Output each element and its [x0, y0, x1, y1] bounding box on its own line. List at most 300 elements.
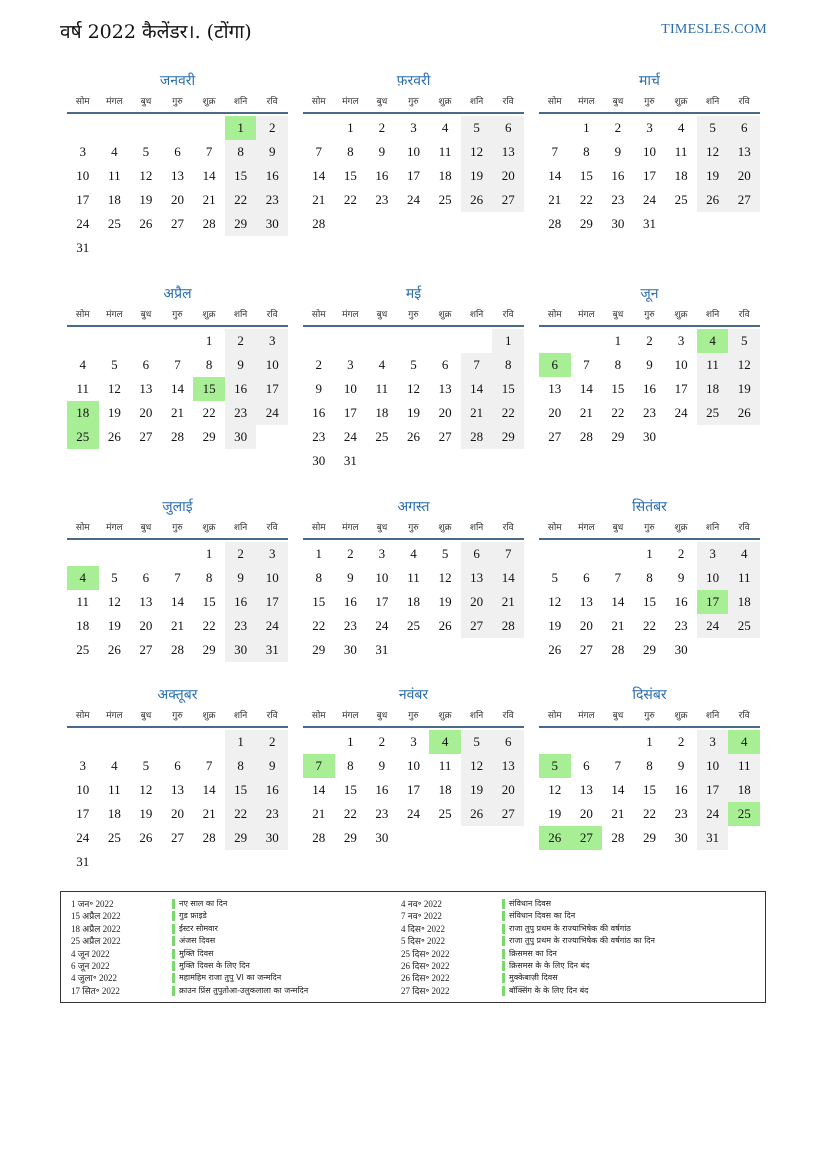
day-cell[interactable]: 21 — [492, 590, 524, 614]
day-cell[interactable]: 4 — [677, 120, 685, 135]
day-cell[interactable]: 4 — [111, 758, 118, 773]
day-cell[interactable]: 18 — [76, 618, 90, 633]
day-cell[interactable]: 5 — [410, 357, 417, 372]
day-cell[interactable]: 28 — [492, 614, 524, 638]
day-cell[interactable]: 1 — [646, 734, 653, 749]
day-cell[interactable]: 19 — [438, 594, 452, 609]
day-cell[interactable]: 10 — [76, 168, 90, 183]
day-cell[interactable]: 13 — [170, 168, 184, 183]
day-cell[interactable]: 12 — [139, 168, 153, 183]
day-cell[interactable]: 2 — [677, 546, 685, 561]
day-cell[interactable]: 23 — [312, 429, 326, 444]
day-cell[interactable]: 10 — [674, 357, 688, 372]
day-cell[interactable]: 11 — [438, 144, 452, 159]
day-cell[interactable]: 8 — [347, 758, 354, 773]
day-cell[interactable]: 29 — [611, 429, 625, 444]
day-cell[interactable]: 7 — [174, 357, 181, 372]
day-cell[interactable]: 3 — [378, 546, 386, 561]
day-cell[interactable]: 19 — [548, 806, 562, 821]
day-cell[interactable]: 14 — [202, 168, 216, 183]
day-cell[interactable]: 12 — [548, 594, 562, 609]
day-cell[interactable]: 13 — [139, 594, 153, 609]
day-cell[interactable]: 30 — [611, 216, 625, 231]
day-cell[interactable]: 10 — [343, 381, 357, 396]
day-cell[interactable]: 23 — [225, 401, 257, 425]
day-cell[interactable]: 17 — [256, 590, 288, 614]
day-cell[interactable]: 25 — [674, 192, 688, 207]
day-cell[interactable]: 21 — [312, 192, 326, 207]
day-cell[interactable]: 2 — [677, 734, 685, 749]
day-cell[interactable]: 31 — [256, 638, 288, 662]
day-cell[interactable]: 26 — [107, 642, 121, 657]
day-cell[interactable]: 3 — [256, 542, 288, 566]
day-cell[interactable]: 8 — [347, 144, 354, 159]
day-cell[interactable]: 4 — [728, 542, 760, 566]
day-cell-holiday[interactable]: 1 — [225, 116, 257, 140]
day-cell[interactable]: 9 — [347, 570, 354, 585]
day-cell[interactable]: 27 — [492, 802, 524, 826]
day-cell[interactable]: 24 — [406, 806, 420, 821]
day-cell[interactable]: 10 — [697, 566, 729, 590]
day-cell[interactable]: 26 — [461, 188, 493, 212]
day-cell[interactable]: 11 — [728, 566, 760, 590]
day-cell[interactable]: 28 — [170, 429, 184, 444]
day-cell[interactable]: 22 — [225, 188, 257, 212]
day-cell[interactable]: 31 — [76, 240, 90, 255]
day-cell[interactable]: 20 — [728, 164, 760, 188]
day-cell[interactable]: 29 — [202, 642, 216, 657]
day-cell[interactable]: 4 — [441, 120, 449, 135]
day-cell[interactable]: 21 — [170, 405, 184, 420]
day-cell[interactable]: 15 — [642, 594, 656, 609]
day-cell[interactable]: 16 — [375, 782, 389, 797]
day-cell[interactable]: 9 — [225, 353, 257, 377]
day-cell[interactable]: 8 — [205, 570, 213, 585]
day-cell[interactable]: 30 — [375, 830, 389, 845]
day-cell[interactable]: 2 — [614, 120, 622, 135]
day-cell-holiday[interactable]: 4 — [429, 730, 461, 754]
day-cell[interactable]: 18 — [107, 806, 121, 821]
day-cell[interactable]: 16 — [256, 164, 288, 188]
day-cell[interactable]: 2 — [646, 333, 653, 348]
day-cell[interactable]: 28 — [548, 216, 562, 231]
day-cell[interactable]: 14 — [579, 381, 593, 396]
day-cell[interactable]: 9 — [225, 566, 257, 590]
day-cell[interactable]: 27 — [170, 216, 184, 231]
day-cell[interactable]: 22 — [492, 401, 524, 425]
day-cell[interactable]: 23 — [375, 192, 389, 207]
day-cell[interactable]: 25 — [107, 830, 121, 845]
day-cell[interactable]: 9 — [315, 381, 323, 396]
day-cell[interactable]: 29 — [202, 429, 216, 444]
day-cell[interactable]: 12 — [438, 570, 452, 585]
day-cell[interactable]: 23 — [375, 806, 389, 821]
day-cell[interactable]: 12 — [107, 594, 121, 609]
day-cell[interactable]: 27 — [170, 830, 184, 845]
day-cell[interactable]: 19 — [139, 192, 153, 207]
day-cell[interactable]: 8 — [225, 140, 257, 164]
day-cell[interactable]: 22 — [312, 618, 326, 633]
day-cell[interactable]: 19 — [406, 405, 420, 420]
day-cell[interactable]: 21 — [312, 806, 326, 821]
day-cell[interactable]: 2 — [225, 329, 257, 353]
day-cell[interactable]: 14 — [202, 782, 216, 797]
day-cell[interactable]: 6 — [583, 758, 590, 773]
day-cell[interactable]: 25 — [76, 642, 90, 657]
day-cell[interactable]: 8 — [583, 144, 590, 159]
day-cell[interactable]: 20 — [461, 590, 493, 614]
day-cell[interactable]: 3 — [79, 758, 87, 773]
day-cell[interactable]: 20 — [139, 618, 153, 633]
day-cell[interactable]: 26 — [548, 642, 562, 657]
day-cell[interactable]: 11 — [438, 758, 452, 773]
day-cell[interactable]: 7 — [315, 144, 323, 159]
day-cell[interactable]: 18 — [728, 590, 760, 614]
day-cell[interactable]: 23 — [225, 614, 257, 638]
day-cell[interactable]: 24 — [343, 429, 357, 444]
day-cell[interactable]: 14 — [312, 168, 326, 183]
day-cell[interactable]: 14 — [170, 381, 184, 396]
day-cell[interactable]: 10 — [256, 353, 288, 377]
day-cell[interactable]: 27 — [438, 429, 452, 444]
day-cell[interactable]: 4 — [410, 546, 417, 561]
day-cell[interactable]: 15 — [579, 168, 593, 183]
day-cell[interactable]: 13 — [579, 594, 593, 609]
day-cell[interactable]: 12 — [107, 381, 121, 396]
day-cell[interactable]: 25 — [107, 216, 121, 231]
day-cell[interactable]: 1 — [347, 120, 354, 135]
day-cell[interactable]: 21 — [579, 405, 593, 420]
day-cell[interactable]: 1 — [492, 329, 524, 353]
day-cell[interactable]: 19 — [548, 618, 562, 633]
day-cell[interactable]: 30 — [256, 212, 288, 236]
day-cell[interactable]: 13 — [492, 754, 524, 778]
day-cell[interactable]: 15 — [312, 594, 326, 609]
day-cell-holiday[interactable]: 15 — [193, 377, 225, 401]
day-cell[interactable]: 30 — [343, 642, 357, 657]
day-cell[interactable]: 5 — [551, 570, 559, 585]
day-cell[interactable]: 12 — [461, 140, 493, 164]
day-cell[interactable]: 22 — [202, 405, 216, 420]
day-cell[interactable]: 5 — [461, 116, 493, 140]
day-cell[interactable]: 6 — [142, 357, 150, 372]
day-cell[interactable]: 12 — [139, 782, 153, 797]
day-cell[interactable]: 6 — [492, 730, 524, 754]
day-cell[interactable]: 26 — [697, 188, 729, 212]
day-cell[interactable]: 4 — [79, 357, 87, 372]
day-cell[interactable]: 11 — [76, 381, 90, 396]
day-cell[interactable]: 21 — [611, 806, 625, 821]
day-cell[interactable]: 17 — [76, 806, 90, 821]
day-cell[interactable]: 28 — [611, 830, 625, 845]
day-cell[interactable]: 9 — [256, 754, 288, 778]
day-cell[interactable]: 18 — [728, 778, 760, 802]
day-cell[interactable]: 18 — [697, 377, 729, 401]
day-cell[interactable]: 10 — [697, 754, 729, 778]
day-cell[interactable]: 11 — [108, 168, 121, 183]
day-cell[interactable]: 22 — [343, 806, 357, 821]
day-cell[interactable]: 7 — [205, 758, 213, 773]
day-cell[interactable]: 31 — [76, 854, 90, 869]
day-cell[interactable]: 29 — [642, 830, 656, 845]
day-cell[interactable]: 15 — [202, 594, 216, 609]
day-cell[interactable]: 31 — [375, 642, 389, 657]
day-cell[interactable]: 16 — [256, 778, 288, 802]
day-cell[interactable]: 7 — [492, 542, 524, 566]
day-cell[interactable]: 17 — [343, 405, 357, 420]
day-cell[interactable]: 12 — [406, 381, 420, 396]
day-cell[interactable]: 19 — [107, 618, 121, 633]
day-cell[interactable]: 2 — [378, 120, 386, 135]
day-cell[interactable]: 31 — [343, 453, 357, 468]
day-cell[interactable]: 28 — [202, 216, 216, 231]
day-cell[interactable]: 21 — [548, 192, 562, 207]
day-cell[interactable]: 14 — [548, 168, 562, 183]
day-cell[interactable]: 29 — [225, 826, 257, 850]
day-cell[interactable]: 6 — [174, 758, 181, 773]
day-cell[interactable]: 15 — [343, 782, 357, 797]
day-cell[interactable]: 13 — [139, 381, 153, 396]
day-cell[interactable]: 19 — [461, 164, 493, 188]
day-cell[interactable]: 24 — [256, 614, 288, 638]
day-cell[interactable]: 13 — [438, 381, 452, 396]
day-cell[interactable]: 14 — [611, 594, 625, 609]
day-cell[interactable]: 30 — [256, 826, 288, 850]
day-cell[interactable]: 8 — [492, 353, 524, 377]
day-cell[interactable]: 24 — [76, 216, 90, 231]
day-cell[interactable]: 6 — [583, 570, 590, 585]
day-cell[interactable]: 22 — [202, 618, 216, 633]
day-cell-holiday[interactable]: 4 — [67, 566, 99, 590]
day-cell[interactable]: 29 — [225, 212, 257, 236]
day-cell[interactable]: 1 — [614, 333, 622, 348]
day-cell[interactable]: 3 — [256, 329, 288, 353]
site-link[interactable]: TIMESLES.COM — [661, 22, 767, 37]
day-cell[interactable]: 22 — [343, 192, 357, 207]
day-cell[interactable]: 15 — [225, 778, 257, 802]
day-cell[interactable]: 22 — [225, 802, 257, 826]
day-cell[interactable]: 17 — [674, 381, 688, 396]
day-cell[interactable]: 16 — [642, 381, 656, 396]
day-cell[interactable]: 8 — [205, 357, 213, 372]
day-cell[interactable]: 23 — [674, 806, 688, 821]
day-cell[interactable]: 11 — [674, 144, 688, 159]
day-cell[interactable]: 30 — [674, 830, 688, 845]
day-cell[interactable]: 6 — [174, 144, 181, 159]
day-cell[interactable]: 28 — [312, 216, 326, 231]
day-cell[interactable]: 30 — [312, 453, 326, 468]
day-cell[interactable]: 7 — [551, 144, 559, 159]
day-cell[interactable]: 1 — [225, 730, 257, 754]
day-cell[interactable]: 18 — [674, 168, 688, 183]
day-cell[interactable]: 25 — [438, 806, 452, 821]
day-cell[interactable]: 2 — [315, 357, 323, 372]
day-cell[interactable]: 19 — [107, 405, 121, 420]
day-cell[interactable]: 27 — [461, 614, 493, 638]
day-cell[interactable]: 16 — [312, 405, 326, 420]
day-cell[interactable]: 17 — [256, 377, 288, 401]
day-cell-holiday[interactable]: 25 — [728, 802, 760, 826]
day-cell[interactable]: 29 — [492, 425, 524, 449]
day-cell[interactable]: 26 — [139, 830, 153, 845]
day-cell[interactable]: 15 — [343, 168, 357, 183]
day-cell[interactable]: 22 — [579, 192, 593, 207]
day-cell-holiday[interactable]: 18 — [67, 401, 99, 425]
day-cell[interactable]: 16 — [343, 594, 357, 609]
day-cell[interactable]: 27 — [492, 188, 524, 212]
day-cell[interactable]: 19 — [461, 778, 493, 802]
day-cell[interactable]: 20 — [548, 405, 562, 420]
day-cell[interactable]: 13 — [728, 140, 760, 164]
day-cell[interactable]: 10 — [642, 144, 656, 159]
day-cell[interactable]: 20 — [492, 778, 524, 802]
day-cell[interactable]: 16 — [611, 168, 625, 183]
day-cell[interactable]: 22 — [611, 405, 625, 420]
day-cell[interactable]: 28 — [202, 830, 216, 845]
day-cell[interactable]: 4 — [378, 357, 386, 372]
day-cell[interactable]: 18 — [375, 405, 389, 420]
day-cell-holiday[interactable]: 4 — [697, 329, 729, 353]
day-cell[interactable]: 20 — [170, 806, 184, 821]
day-cell[interactable]: 1 — [205, 333, 213, 348]
day-cell[interactable]: 8 — [315, 570, 323, 585]
day-cell-holiday[interactable]: 7 — [303, 754, 335, 778]
day-cell[interactable]: 4 — [111, 144, 118, 159]
day-cell[interactable]: 7 — [614, 758, 622, 773]
day-cell[interactable]: 9 — [378, 144, 386, 159]
day-cell[interactable]: 24 — [642, 192, 656, 207]
day-cell[interactable]: 9 — [646, 357, 653, 372]
day-cell[interactable]: 28 — [170, 642, 184, 657]
day-cell[interactable]: 18 — [406, 594, 420, 609]
day-cell[interactable]: 29 — [343, 830, 357, 845]
day-cell[interactable]: 5 — [441, 546, 449, 561]
day-cell[interactable]: 20 — [579, 806, 593, 821]
day-cell[interactable]: 7 — [174, 570, 181, 585]
day-cell[interactable]: 5 — [111, 570, 118, 585]
day-cell[interactable]: 27 — [728, 188, 760, 212]
day-cell[interactable]: 9 — [614, 144, 622, 159]
day-cell-holiday[interactable]: 26 — [539, 826, 571, 850]
day-cell[interactable]: 13 — [170, 782, 184, 797]
day-cell[interactable]: 21 — [611, 618, 625, 633]
day-cell[interactable]: 26 — [728, 401, 760, 425]
day-cell[interactable]: 24 — [697, 802, 729, 826]
day-cell[interactable]: 26 — [438, 618, 452, 633]
day-cell[interactable]: 2 — [256, 116, 288, 140]
day-cell[interactable]: 15 — [225, 164, 257, 188]
day-cell[interactable]: 30 — [674, 642, 688, 657]
day-cell[interactable]: 27 — [548, 429, 562, 444]
day-cell[interactable]: 17 — [697, 778, 729, 802]
day-cell-holiday[interactable]: 5 — [539, 754, 571, 778]
day-cell[interactable]: 14 — [170, 594, 184, 609]
day-cell[interactable]: 24 — [375, 618, 389, 633]
day-cell[interactable]: 1 — [347, 734, 354, 749]
day-cell[interactable]: 7 — [614, 570, 622, 585]
day-cell[interactable]: 2 — [347, 546, 354, 561]
day-cell[interactable]: 11 — [407, 570, 420, 585]
day-cell[interactable]: 8 — [646, 570, 653, 585]
day-cell[interactable]: 2 — [378, 734, 386, 749]
day-cell[interactable]: 12 — [697, 140, 729, 164]
day-cell[interactable]: 23 — [642, 405, 656, 420]
day-cell[interactable]: 26 — [139, 216, 153, 231]
day-cell-holiday[interactable]: 6 — [539, 353, 571, 377]
day-cell[interactable]: 24 — [406, 192, 420, 207]
day-cell[interactable]: 25 — [697, 401, 729, 425]
day-cell[interactable]: 15 — [611, 381, 625, 396]
day-cell-holiday[interactable]: 27 — [571, 826, 603, 850]
day-cell[interactable]: 9 — [677, 758, 685, 773]
day-cell-holiday[interactable]: 25 — [67, 425, 99, 449]
day-cell[interactable]: 28 — [312, 830, 326, 845]
day-cell[interactable]: 17 — [406, 782, 420, 797]
day-cell[interactable]: 5 — [142, 144, 150, 159]
day-cell[interactable]: 3 — [410, 734, 417, 749]
day-cell[interactable]: 18 — [107, 192, 121, 207]
day-cell[interactable]: 10 — [406, 758, 420, 773]
day-cell[interactable]: 25 — [438, 192, 452, 207]
day-cell[interactable]: 9 — [378, 758, 386, 773]
day-cell[interactable]: 1 — [583, 120, 590, 135]
day-cell[interactable]: 18 — [438, 782, 452, 797]
day-cell[interactable]: 13 — [548, 381, 562, 396]
day-cell[interactable]: 1 — [315, 546, 323, 561]
day-cell[interactable]: 21 — [202, 806, 216, 821]
day-cell[interactable]: 25 — [406, 618, 420, 633]
day-cell[interactable]: 29 — [312, 642, 326, 657]
day-cell[interactable]: 24 — [674, 405, 688, 420]
day-cell[interactable]: 9 — [677, 570, 685, 585]
day-cell[interactable]: 12 — [548, 782, 562, 797]
day-cell[interactable]: 17 — [406, 168, 420, 183]
day-cell[interactable]: 11 — [375, 381, 389, 396]
day-cell[interactable]: 3 — [697, 730, 729, 754]
day-cell[interactable]: 8 — [225, 754, 257, 778]
day-cell[interactable]: 24 — [76, 830, 90, 845]
day-cell[interactable]: 2 — [225, 542, 257, 566]
day-cell[interactable]: 10 — [406, 144, 420, 159]
day-cell[interactable]: 30 — [225, 425, 257, 449]
day-cell[interactable]: 14 — [461, 377, 493, 401]
day-cell[interactable]: 26 — [107, 429, 121, 444]
day-cell[interactable]: 11 — [728, 754, 760, 778]
day-cell[interactable]: 10 — [375, 570, 389, 585]
day-cell[interactable]: 6 — [728, 116, 760, 140]
day-cell[interactable]: 7 — [583, 357, 590, 372]
day-cell[interactable]: 20 — [438, 405, 452, 420]
day-cell[interactable]: 9 — [256, 140, 288, 164]
day-cell[interactable]: 26 — [461, 802, 493, 826]
day-cell[interactable]: 14 — [611, 782, 625, 797]
day-cell[interactable]: 24 — [697, 614, 729, 638]
day-cell[interactable]: 24 — [256, 401, 288, 425]
day-cell[interactable]: 1 — [646, 546, 653, 561]
day-cell[interactable]: 30 — [225, 638, 257, 662]
day-cell[interactable]: 12 — [461, 754, 493, 778]
day-cell[interactable]: 25 — [375, 429, 389, 444]
day-cell[interactable]: 14 — [492, 566, 524, 590]
day-cell[interactable]: 10 — [256, 566, 288, 590]
day-cell[interactable]: 5 — [142, 758, 150, 773]
day-cell[interactable]: 23 — [256, 802, 288, 826]
day-cell[interactable]: 20 — [170, 192, 184, 207]
day-cell[interactable]: 19 — [728, 377, 760, 401]
day-cell[interactable]: 19 — [139, 806, 153, 821]
day-cell[interactable]: 3 — [646, 120, 653, 135]
day-cell[interactable]: 21 — [202, 192, 216, 207]
